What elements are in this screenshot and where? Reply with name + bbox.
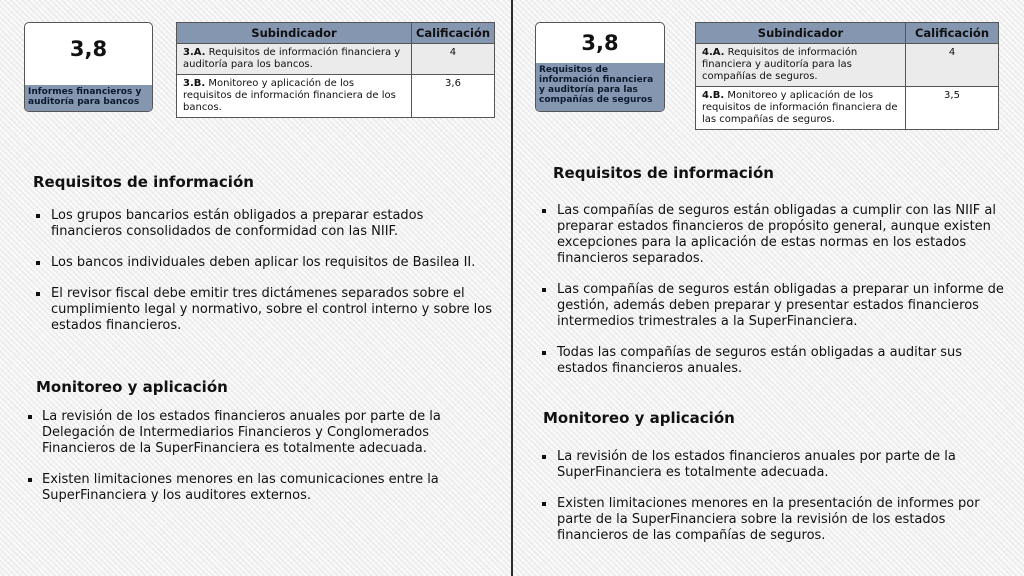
grade-cell: 4 — [906, 44, 999, 87]
list-item: Existen limitaciones menores en las comunicaciones entre la SuperFinanciera y los auditores externos. — [28, 472, 474, 504]
subindicator-cell — [177, 75, 412, 118]
table-row — [696, 87, 999, 130]
section-title-monitoring: Monitoreo y aplicación — [543, 409, 735, 427]
requirements-list — [35, 208, 497, 349]
monitoring-list — [541, 449, 1003, 559]
list-item: Las compañías de seguros están obligadas a cumplir con las NIIF al preparar estados financieros de propósito general, aunque existen excepciones para la aplicación de estas normas en los estados financieros separados. — [541, 203, 1011, 267]
subindicator-text: Monitoreo y aplicación de los requisitos de información financiera de los bancos. — [183, 78, 396, 113]
header-grade: Calificación — [411, 23, 494, 44]
subindicator-cell — [177, 44, 412, 75]
subindicator-table-banks — [176, 22, 495, 118]
requirements-list — [541, 203, 1011, 392]
list-item: El revisor fiscal debe emitir tres dictámenes separados sobre el cumplimiento legal y normativo, sobre el control interno y sobre los estados financieros. — [35, 286, 497, 334]
subindicator-text: Requisitos de información financiera y auditoría para las compañías de seguros. — [702, 47, 858, 82]
section-title-requirements: Requisitos de información — [33, 173, 254, 191]
subindicator-text: Monitoreo y aplicación de los requisitos de información financiera de las compañías de seguros. — [702, 90, 898, 125]
grade-cell: 3,5 — [906, 87, 999, 130]
grade-cell: 4 — [411, 44, 494, 75]
section-title-monitoring: Monitoreo y aplicación — [36, 378, 228, 396]
list-item: Los grupos bancarios están obligados a preparar estados financieros consolidados de conformidad con las NIIF. — [35, 208, 497, 240]
subindicator-text: Requisitos de información financiera y auditoría para los bancos. — [183, 47, 401, 70]
header-subindicator: Subindicador — [696, 23, 906, 44]
right-panel — [513, 0, 1024, 576]
header-grade: Calificación — [906, 23, 999, 44]
subindicator-code: 3.B. — [183, 78, 206, 89]
table-row — [177, 75, 495, 118]
subindicator-code: 3.A. — [183, 47, 206, 58]
score-caption: Requisitos de información financiera y auditoría para las compañías de seguros — [536, 63, 664, 111]
list-item: Existen limitaciones menores en la presentación de informes por parte de la SuperFinanciera sobre la revisión de los estados financieros de las compañías de seguros. — [541, 496, 1003, 544]
score-value: 3,8 — [581, 31, 619, 55]
subindicator-table-insurance — [695, 22, 999, 130]
subindicator-cell — [696, 44, 906, 87]
list-item: Los bancos individuales deben aplicar los requisitos de Basilea II. — [35, 255, 497, 271]
list-item: Las compañías de seguros están obligadas a preparar un informe de gestión, además deben preparar y presentar estados financieros intermedios trimestrales a la SuperFinanciera. — [541, 282, 1011, 330]
table-row — [696, 44, 999, 87]
header-subindicator: Subindicador — [177, 23, 412, 44]
score-card-insurance — [535, 22, 665, 112]
score-card-banks — [24, 22, 153, 112]
list-item: Todas las compañías de seguros están obligadas a auditar sus estados financieros anuales. — [541, 345, 1011, 377]
list-item: La revisión de los estados financieros anuales por parte de la Delegación de Intermediarios Financieros y Conglomerados Financieros de la SuperFinanciera es totalmente adecuada. — [28, 409, 474, 457]
section-title-requirements: Requisitos de información — [553, 164, 774, 182]
subindicator-cell — [696, 87, 906, 130]
score-caption: Informes financieros y auditoría para bancos — [25, 85, 152, 111]
subindicator-code: 4.B. — [702, 90, 725, 101]
table-row — [177, 44, 495, 75]
score-value: 3,8 — [69, 37, 108, 61]
monitoring-list — [28, 409, 474, 519]
subindicator-code: 4.A. — [702, 47, 725, 58]
list-item: La revisión de los estados financieros anuales por parte de la SuperFinanciera es totalmente adecuada. — [541, 449, 1003, 481]
grade-cell: 3,6 — [411, 75, 494, 118]
